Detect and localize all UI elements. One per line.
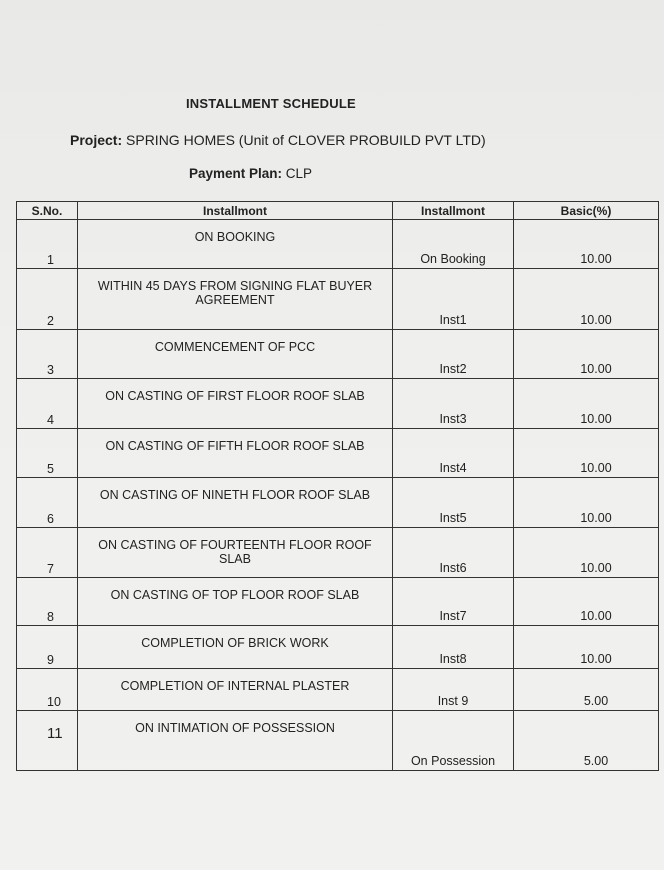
row-basic: 10.00 <box>514 220 659 269</box>
row-basic: 10.00 <box>514 379 659 429</box>
row-sno: 8 <box>17 578 78 626</box>
table-row <box>17 711 659 771</box>
installment-table <box>16 201 659 771</box>
row-description: ON CASTING OF FIRST FLOOR ROOF SLAB <box>78 379 393 429</box>
row-description: ON CASTING OF TOP FLOOR ROOF SLAB <box>78 578 393 626</box>
row-description: COMMENCEMENT OF PCC <box>78 330 393 379</box>
row-description: ON CASTING OF FIFTH FLOOR ROOF SLAB <box>78 429 393 478</box>
row-basic: 5.00 <box>514 669 659 711</box>
row-installment: Inst3 <box>393 379 514 429</box>
row-basic: 5.00 <box>514 711 659 771</box>
payment-plan-label: Payment Plan: <box>189 166 283 181</box>
project-label: Project: <box>70 132 123 148</box>
row-installment: Inst2 <box>393 330 514 379</box>
table-header-row <box>17 202 659 220</box>
project-value: SPRING HOMES (Unit of CLOVER PROBUILD PVT LTD) <box>126 132 486 148</box>
row-sno: 1 <box>17 220 78 269</box>
row-description: ON INTIMATION OF POSSESSION <box>78 711 393 771</box>
table-row <box>17 429 659 478</box>
row-basic: 10.00 <box>514 528 659 578</box>
column-header-installment: Installmont <box>393 202 514 220</box>
row-sno: 6 <box>17 478 78 528</box>
row-sno: 7 <box>17 528 78 578</box>
row-installment: Inst8 <box>393 626 514 669</box>
table-row <box>17 220 659 269</box>
row-installment: Inst7 <box>393 578 514 626</box>
row-description: WITHIN 45 DAYS FROM SIGNING FLAT BUYER AGREEMENT <box>78 269 393 330</box>
row-basic: 10.00 <box>514 626 659 669</box>
row-description: ON CASTING OF FOURTEENTH FLOOR ROOF SLAB <box>78 528 393 578</box>
column-header-installment-desc: Installmont <box>78 202 393 220</box>
column-header-basic: Basic(%) <box>514 202 659 220</box>
row-sno: 5 <box>17 429 78 478</box>
payment-plan-value: CLP <box>285 166 313 181</box>
row-basic: 10.00 <box>514 269 659 330</box>
table-row <box>17 528 659 578</box>
row-installment: On Possession <box>393 711 514 771</box>
row-installment: Inst4 <box>393 429 514 478</box>
table-row <box>17 379 659 429</box>
row-sno: 4 <box>17 379 78 429</box>
document-title: INSTALLMENT SCHEDULE <box>186 96 356 111</box>
row-basic: 10.00 <box>514 578 659 626</box>
row-installment: Inst1 <box>393 269 514 330</box>
row-sno: 10 <box>17 669 78 711</box>
table-row <box>17 669 659 711</box>
column-header-sno: S.No. <box>17 202 78 220</box>
table-row <box>17 478 659 528</box>
row-sno: 11 <box>17 711 78 771</box>
row-basic: 10.00 <box>514 330 659 379</box>
payment-plan-line <box>189 166 312 181</box>
row-installment: Inst6 <box>393 528 514 578</box>
row-installment: On Booking <box>393 220 514 269</box>
table-row <box>17 626 659 669</box>
row-installment: Inst5 <box>393 478 514 528</box>
table-row <box>17 330 659 379</box>
row-sno: 3 <box>17 330 78 379</box>
row-installment: Inst 9 <box>393 669 514 711</box>
table-row <box>17 578 659 626</box>
row-basic: 10.00 <box>514 478 659 528</box>
row-sno: 9 <box>17 626 78 669</box>
row-description: ON BOOKING <box>78 220 393 269</box>
table-row <box>17 269 659 330</box>
project-line <box>70 132 486 148</box>
row-description: COMPLETION OF INTERNAL PLASTER <box>78 669 393 711</box>
row-sno: 2 <box>17 269 78 330</box>
row-description: ON CASTING OF NINETH FLOOR ROOF SLAB <box>78 478 393 528</box>
row-description: COMPLETION OF BRICK WORK <box>78 626 393 669</box>
row-basic: 10.00 <box>514 429 659 478</box>
